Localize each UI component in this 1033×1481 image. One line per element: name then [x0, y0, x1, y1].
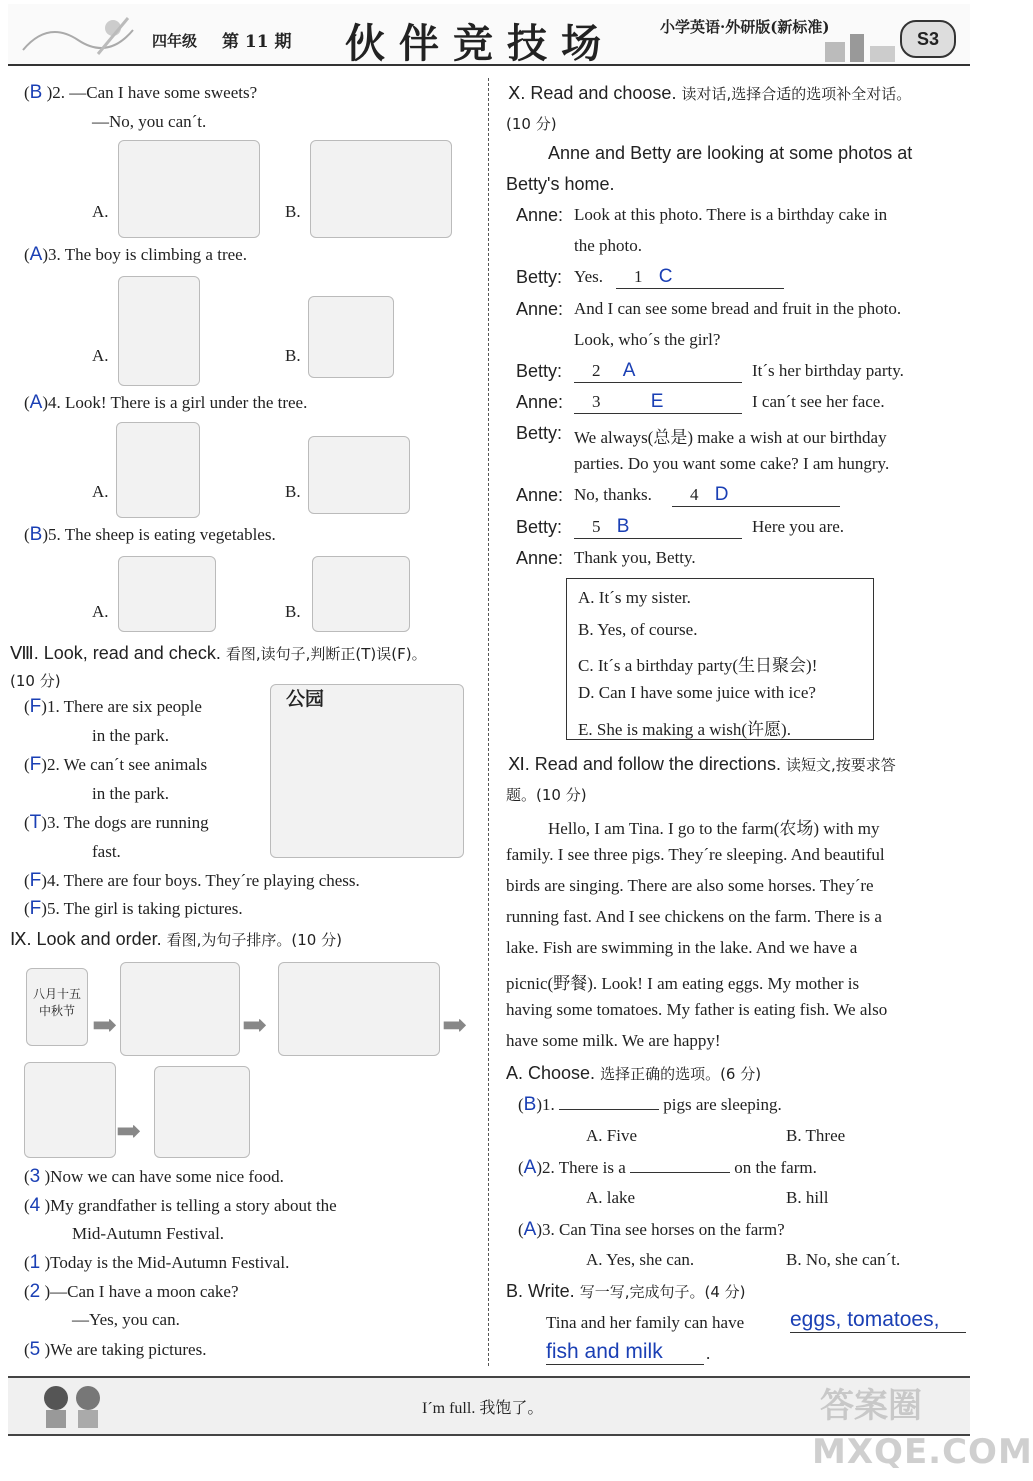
dialog-text: Look at this photo. There is a birthday cake in: [574, 205, 888, 224]
option-item: E. She is making a wish(许愿).: [578, 720, 791, 739]
dialog-text: the photo.: [574, 236, 642, 255]
answer-blank-2: A: [622, 360, 636, 381]
blank-3: 3 E: [574, 391, 742, 414]
section-10-title: Ⅹ. Read and choose. 读对话,选择合适的选项补全对话。: [508, 83, 912, 103]
picture-girl-on-grass: [308, 436, 410, 514]
sentence-end-period: .: [706, 1344, 711, 1363]
option-b: B.: [285, 202, 301, 221]
question-5: (B)5. The sheep is eating vegetables.: [24, 524, 276, 545]
check-item-5: (F)5. The girl is taking pictures.: [24, 898, 243, 919]
question-3: (A)3. The boy is climbing a tree.: [24, 244, 247, 265]
dialog-text: Thank you, Betty.: [574, 548, 696, 567]
answer-4: A: [29, 392, 43, 413]
picture-girl-boy-sweets: [118, 140, 260, 238]
picture-boy-climbing-tree: [118, 276, 200, 386]
question-4: (A)4. Look! There is a girl under the tree.: [24, 392, 308, 413]
picture-sheep-eating-grass: [118, 556, 216, 632]
watermark-logo: 答案圈: [820, 1386, 922, 1426]
park-label: 公园: [286, 688, 325, 710]
passage-line: having some tomatoes. My father is eating fish. We also: [506, 1000, 888, 1019]
answer-blank-4: D: [714, 484, 729, 505]
section-10-intro: Anne and Betty are looking at some photos at: [548, 143, 913, 163]
issue-label: 第 11 期: [222, 32, 292, 52]
option-b: B.: [285, 602, 301, 621]
dialog-text: Look, who´s the girl?: [574, 330, 721, 349]
write-sentence: Tina and her family can have: [546, 1313, 745, 1332]
choose-item-3: (A)3. Can Tina see horses on the farm?: [518, 1219, 785, 1240]
picture-family-dinner: [278, 962, 440, 1056]
choose-item-1: (B)1. pigs are sleeping.: [518, 1094, 782, 1115]
order-item-4: (2 )—Can I have a moon cake?: [24, 1281, 239, 1302]
choice-a: A. Five: [586, 1126, 637, 1145]
check-item-2-cont: in the park.: [92, 784, 169, 803]
option-a: A.: [92, 602, 109, 621]
option-b: B.: [285, 482, 301, 501]
choice-b: B. hill: [786, 1188, 829, 1207]
choose-item-2: (A)2. There is a on the farm.: [518, 1157, 817, 1178]
part-b-title: B. Write. 写一写,完成句子。(4 分): [506, 1281, 746, 1301]
option-item: C. It´s a birthday party(生日聚会)!: [578, 656, 818, 675]
arrow-right-icon: ➡: [442, 1008, 468, 1043]
blank-2: 2 A: [574, 360, 742, 383]
speaker-label: Betty:: [516, 267, 563, 287]
option-a: A.: [92, 202, 109, 221]
footer-text: I´m full. 我饱了。: [422, 1400, 544, 1417]
arrow-right-icon: ➡: [92, 1008, 118, 1043]
blank-4: 4 D: [672, 484, 840, 507]
speaker-label: Anne:: [516, 392, 564, 412]
option-a: A.: [92, 482, 109, 501]
order-item-2-cont: Mid-Autumn Festival.: [72, 1224, 225, 1243]
write-answer-2: fish and milk: [546, 1340, 704, 1365]
order-item-3: (1 )Today is the Mid-Autumn Festival.: [24, 1252, 290, 1273]
picture-family-mooncake: [120, 962, 240, 1056]
answer-blank-3: E: [650, 391, 664, 412]
choice-a: A. lake: [586, 1188, 636, 1207]
order-item-5: (5 )We are taking pictures.: [24, 1339, 207, 1360]
dialog-text: parties. Do you want some cake? I am hungry.: [574, 454, 890, 473]
choice-a: A. Yes, she can.: [586, 1250, 695, 1269]
section-10-score: (10 分): [506, 115, 557, 133]
blank-1: 1 C: [616, 266, 784, 289]
watermark-url: MXQE.COM: [812, 1432, 1033, 1472]
check-item-1: (F)1. There are six people: [24, 696, 202, 717]
part-a-title: A. Choose. 选择正确的选项。(6 分): [506, 1063, 762, 1083]
question-2: (B )2. —Can I have some sweets?: [24, 82, 258, 103]
option-item: B. Yes, of course.: [578, 620, 698, 639]
answer-3: A: [29, 244, 43, 265]
arrow-right-icon: ➡: [242, 1008, 268, 1043]
check-item-4: (F)4. There are four boys. They´re playing chess.: [24, 870, 360, 891]
section-11-title: Ⅺ. Read and follow the directions. 读短文,按要求答: [508, 754, 896, 774]
check-item-3-cont: fast.: [92, 842, 121, 861]
section-11-score: 题。(10 分): [506, 786, 587, 804]
header-decoration-icon: [18, 10, 138, 58]
speaker-label: Betty:: [516, 423, 563, 443]
answer-blank-5: B: [616, 516, 630, 537]
answer-blank-1: C: [658, 266, 673, 287]
picture-girl-boy-sweets: [310, 140, 452, 238]
section-10-intro-cont: Betty's home.: [506, 174, 615, 194]
answer-2: B: [29, 82, 43, 103]
grade-label: 四年级: [152, 32, 198, 50]
section-8-score: (10 分): [10, 672, 61, 690]
check-item-1-cont: in the park.: [92, 726, 169, 745]
dialog-text: No, thanks.: [574, 485, 652, 504]
blank-5: 5 B: [574, 516, 742, 539]
passage-line: family. I see three pigs. They´re sleeping. And beautiful: [506, 845, 885, 864]
section-8-title: Ⅷ. Look, read and check. 看图,读句子,判断正(T)误(F)。: [10, 643, 427, 663]
dialog-text: Yes.: [574, 267, 603, 286]
order-item-2: (4 )My grandfather is telling a story about the: [24, 1195, 337, 1216]
question-2-reply: —No, you can´t.: [92, 112, 207, 131]
picture-family-photo: [154, 1066, 250, 1158]
write-answer-1: eggs, tomatoes,: [790, 1308, 966, 1333]
passage-line: running fast. And I see chickens on the farm. There is a: [506, 907, 882, 926]
edition-label: 小学英语·外研版(新标准): [660, 18, 830, 36]
picture-sheep-eating-vegetables: [312, 556, 410, 632]
dialog-text: We always(总是) make a wish at our birthday: [574, 428, 887, 447]
check-item-3: (T)3. The dogs are running: [24, 812, 209, 833]
passage-line: birds are singing. There are also some horses. They´re: [506, 876, 874, 895]
check-item-2: (F)2. We can´t see animals: [24, 754, 208, 775]
order-item-1: (3 )Now we can have some nice food.: [24, 1166, 284, 1187]
speaker-label: Anne:: [516, 299, 564, 319]
passage-line: picnic(野餐). Look! I am eating eggs. My mother is: [506, 974, 860, 993]
passage-line: Hello, I am Tina. I go to the farm(农场) with my: [548, 819, 880, 838]
passage-line: have some milk. We are happy!: [506, 1031, 721, 1050]
house-icon: [820, 30, 900, 62]
speaker-label: Anne:: [516, 548, 564, 568]
answer-5: B: [29, 524, 43, 545]
kids-icon: [36, 1380, 108, 1430]
dialog-text: Here you are.: [752, 517, 845, 536]
order-item-4-cont: —Yes, you can.: [72, 1310, 180, 1329]
speaker-label: Betty:: [516, 361, 563, 381]
choice-b: B. Three: [786, 1126, 846, 1145]
option-item: D. Can I have some juice with ice?: [578, 683, 816, 702]
picture-boy-climbing-hill: [308, 296, 394, 378]
passage-line: lake. Fish are swimming in the lake. And we have a: [506, 938, 858, 957]
page-code-badge: S3: [900, 20, 956, 58]
calendar-icon: 八月十五 中秋节: [26, 968, 88, 1046]
choice-b: B. No, she can´t.: [786, 1250, 901, 1269]
section-9-title: Ⅸ. Look and order. 看图,为句子排序。(10 分): [10, 929, 342, 949]
speaker-label: Anne:: [516, 205, 564, 225]
dialog-text: I can´t see her face.: [752, 392, 885, 411]
option-b: B.: [285, 346, 301, 365]
speaker-label: Betty:: [516, 517, 563, 537]
arrow-right-icon: ➡: [116, 1114, 142, 1149]
column-divider: [488, 78, 489, 1366]
picture-girl-under-tree: [116, 422, 200, 518]
option-a: A.: [92, 346, 109, 365]
dialog-text: It´s her birthday party.: [752, 361, 904, 380]
page-title: 伙伴竞技场: [345, 20, 615, 67]
speaker-label: Anne:: [516, 485, 564, 505]
option-item: A. It´s my sister.: [578, 588, 691, 607]
picture-grandfather-story: [24, 1062, 116, 1158]
dialog-text: And I can see some bread and fruit in the photo.: [574, 299, 902, 318]
